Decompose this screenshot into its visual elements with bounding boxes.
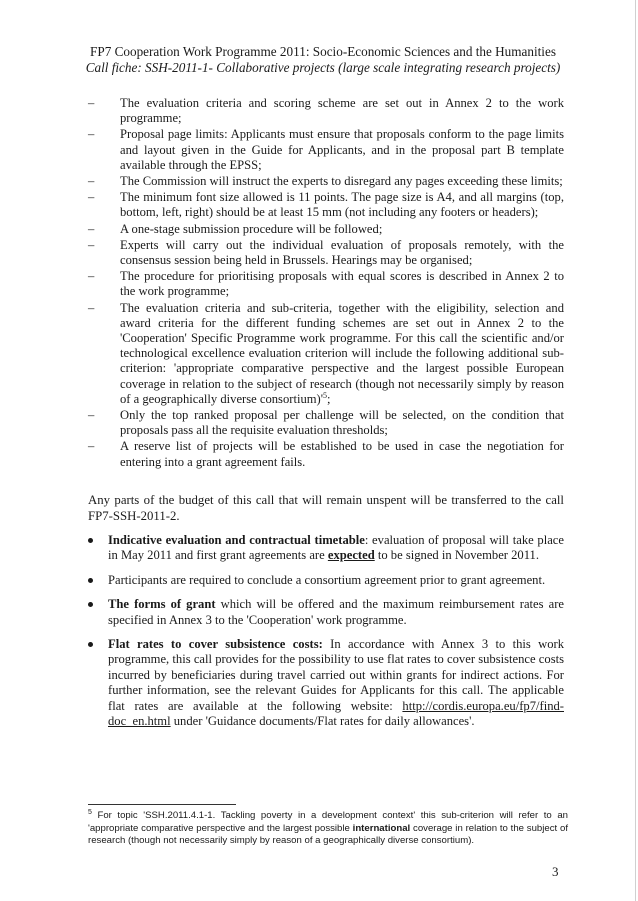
dash-list: [88, 96, 564, 471]
footnote-ref: 5: [323, 390, 328, 400]
bullet-icon: [88, 602, 93, 607]
bullet-list: [88, 533, 564, 738]
dash-item: – Proposal page limits: Applicants must ensure that proposals conform to the page limits and layout given in the Guide for Applicants, and in the proposal part B template available through the EPSS;: [88, 127, 564, 172]
budget-paragraph: Any parts of the budget of this call that will remain unspent will be transferred to the call FP7-SSH-2011-2.: [88, 493, 564, 523]
dash-item: – The evaluation criteria and scoring scheme are set out in Annex 2 to the work programme;: [88, 96, 564, 126]
dash-item: – Only the top ranked proposal per challenge will be selected, on the condition that proposals pass all the requisite evaluation thresholds;: [88, 408, 564, 438]
dash-item: – The procedure for prioritising proposals with equal scores is described in Annex 2 to the work programme;: [88, 269, 564, 299]
bullet-icon: [88, 642, 93, 647]
header-line-2: Call fiche: SSH-2011-1- Collaborative projects (large scale integrating research projects): [85, 60, 561, 75]
dash-item: – The minimum font size allowed is 11 points. The page size is A4, and all margins (top, bottom, left, right) should be at least 15 mm (not including any footers or headers);: [88, 190, 564, 220]
dash-item: – A one-stage submission procedure will be followed;: [88, 221, 383, 236]
dash-item: – The evaluation criteria and sub-criteria, together with the eligibility, selection and award criteria for the different funding schemes are set out in Annex 2 to the 'Cooperation' Specific Programme work programme. For this call the scientific and/or technological excellence evaluation criterion will include the following additional sub-criterion: 'appropriate comparative perspective and the largest possible European coverage in relation to the subject of research (though not necessarily simply by reason of a geographically diverse $consortium)'^5$;: [88, 300, 564, 406]
footnote-divider: [88, 804, 236, 805]
bullet-icon: [88, 538, 93, 543]
page-number: 3: [552, 864, 559, 879]
page-edge: [635, 0, 636, 901]
page-header: [78, 44, 568, 76]
dash-item: – Experts will carry out the individual evaluation of proposals remotely, with the consensus session being held in Brussels. Hearings may be organised;: [88, 237, 564, 268]
dash-item: – A reserve list of projects will be established to be used in case the negotiation for entering into a grant agreement fails.: [88, 439, 564, 469]
footnote: $^5$ For topic 'SSH.2011.4.1-1. Tackling poverty in a development context' this sub-criterion will refer to an 'appropriate comparative perspective and the largest possible international coverage in relation to the subject of research (though not necessarily simply by reason of a geographically diverse consortium).: [88, 808, 568, 846]
bullet-item-consortium: Participants are required to conclude a consortium agreement prior to grant agreement.: [88, 573, 564, 588]
footnote-marker: 5: [88, 808, 92, 816]
header-line-1: FP7 Cooperation Work Programme 2011: Socio-Economic Sciences and the Humanities: [90, 44, 556, 59]
bullet-icon: [88, 578, 93, 583]
bullet-item-flat-rates: Flat rates to cover subsistence costs: In accordance with Annex 3 to this work programme, this call provides for the possibility to use flat rates to cover subsistence costs incurred by beneficiaries during travel carried out within grants for indirect actions. For further information, see the relevant Guides for Applicants for this call. The applicable flat rates are available at the following website: http://cordis.europa.eu/fp7/find-doc_en.html under 'Guidance documents/Flat rates for daily allowances'.: [88, 637, 564, 729]
bullet-item-timetable: Indicative evaluation and contractual timetable: evaluation of proposal will take place in May 2011 and first grant agreements are expected to be signed in November 2011.: [88, 533, 564, 564]
bullet-item-forms-of-grant: The forms of grant which will be offered and the maximum reimbursement rates are specified in Annex 3 to the 'Cooperation' work programme.: [88, 597, 564, 628]
cordis-link[interactable]: http://cordis.europa.eu/fp7/find-doc_en.html: [108, 698, 564, 729]
dash-item: – The Commission will instruct the experts to disregard any pages exceeding these limits;: [88, 174, 563, 189]
